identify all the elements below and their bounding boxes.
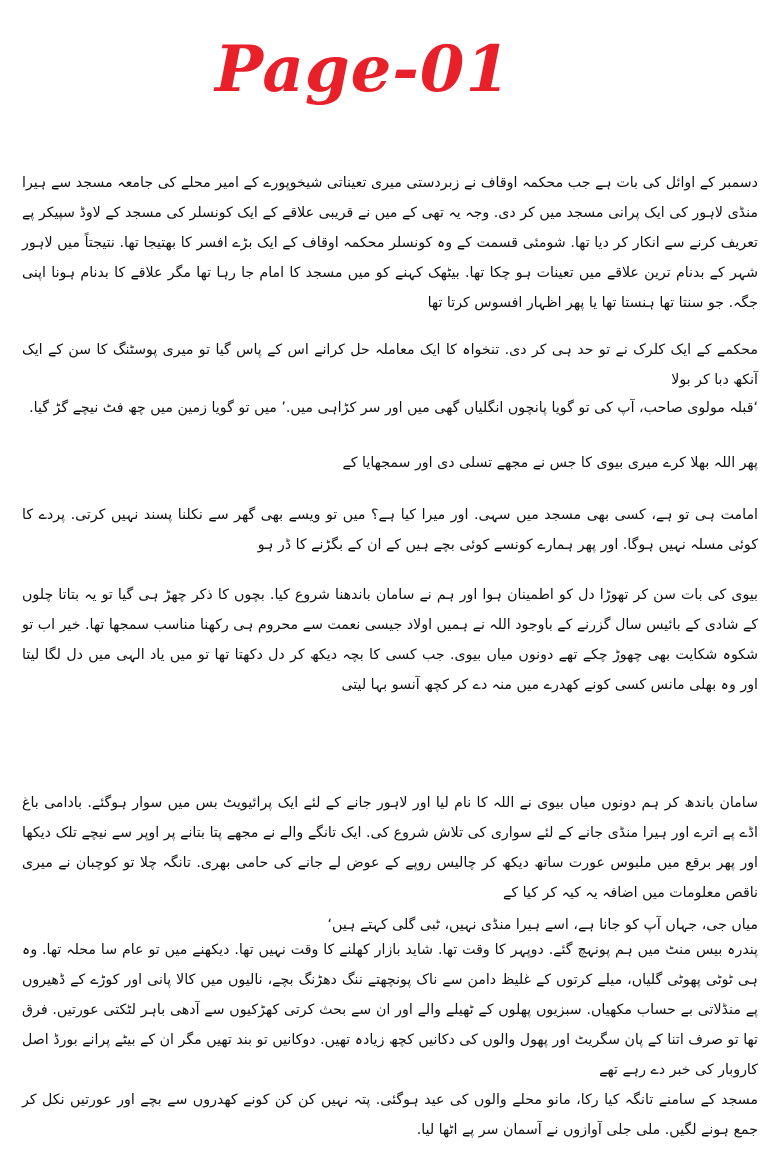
- document-body: [22, 0, 758, 1160]
- paragraph: ‘قبلہ مولوی صاحب، آپ کی تو گویا پانچوں انگلیاں گھی میں اور سر کڑاہی میں.’ میں تو گویا زمین میں چھ فٹ نیچے گڑ گیا.: [29, 400, 758, 416]
- paragraph: محکمے کے ایک کلرک نے تو حد ہی کر دی. تنخواہ کا ایک معاملہ حل کرانے اس کے پاس گیا تو میری پوسٹنگ کا سن کے ایک آنکھ دبا کر بولا: [22, 342, 758, 388]
- paragraph: امامت ہی تو ہے، کسی بھی مسجد میں سہی. اور میرا کیا ہے؟ میں تو ویسے بھی گھر سے نکلنا پسند نہیں کرتی. پردے کا کوئی مسلہ نہیں ہوگا. اور پھر ہمارے کونسے کوئی بچے ہیں کے ان کے بگڑنے کا ڈر ہو: [22, 507, 758, 553]
- paragraph: میاں جی، جہاں آپ کو جانا ہے، اسے ہیرا منڈی نہیں، ٹبی گلی کہتے ہیں‘: [327, 917, 758, 933]
- paragraph: پھر اللہ بھلا کرے میری بیوی کا جس نے مجھے تسلی دی اور سمجھایا کے: [342, 455, 758, 471]
- paragraph: پندرہ بیس منٹ میں ہم پونہچ گئے. دوپہر کا وقت تھا. شاید بازار کھلنے کا وقت نہیں تھا. دیکھنے میں تو عام سا محلہ تھا. وہ ہی ٹوٹی پھوٹی گلیاں، میلے کرتوں کے غلیظ دامن سے ناک پونچھتے ننگ دھڑنگ بچے، نالیوں میں کالا پانی اور کوڑے کے ڈھیروں پے منڈلاتی بے حساب مکھیاں. سبزیوں پھلوں کے ٹھیلے والے اور ان سے بحث کرتی کھڑکیوں سے آدھی باہر لٹکتی عورتیں. فرق تھا تو صرف اتنا کے پان سگریٹ اور پھول والوں کی دکانیں کچھ زیادہ تھیں. دوکانیں تو بند تھیں مگر ان کے بیٹے پرانے بورڈ اصل کاروبار کی خبر دے رہے تھے: [22, 942, 758, 1078]
- paragraph: دسمبر کے اوائل کی بات ہے جب محکمہ اوقاف نے زبردستی میری تعیناتی شیخوپورے کے امیر محلے کی جامعہ مسجد سے ہیرا منڈی لاہور کی ایک پرانی مسجد میں کر دی. وجہ یہ تھی کے میں نے قریبی علاقے کے ایک کونسلر کی مسجد کے لاوڈ سپیکر پے تعریف کرنے سے انکار کر دیا تھا. شومئی قسمت کے وہ کونسلر محکمہ اوقاف کے ایک بڑے افسر کا بھتیجا تھا. نتیجتاً میں لاہور شہر کے بدنام ترین علاقے میں تعینات ہو چکا تھا. بیٹھک کہنے کو میں مسجد کا امام جا رہا تھا مگر علاقے کا بدنام ہونا اپنی جگہ. جو سنتا تھا ہنستا تھا یا پھر اظہار افسوس کرتا تھا: [22, 175, 758, 311]
- page-title: Page-01: [215, 32, 511, 107]
- paragraph: بیوی کی بات سن کر تھوڑا دل کو اطمینان ہوا اور ہم نے سامان باندھنا شروع کیا. بچوں کا ذکر چھڑ ہی گیا تو یہ بتاتا چلوں کے شادی کے بائیس سال گزرنے کے باوجود اللہ نے ہمیں اولاد جیسی نعمت سے محروم ہی رکھنا مناسب سمجھا تھا. خیر اب تو شکوہ شکایت بھی چھوڑ چکے تھے دونوں میاں بیوی. جب کسی کا بچہ دیکھ کر دل دکھتا تھا تو میں یاد الہی میں دل لگا لیتا اور وہ بھلی مانس کسی کونے کھدرے میں منہ دے کر کچھ آنسو بہا لیتی: [22, 587, 758, 693]
- paragraph: سامان باندھ کر ہم دونوں میاں بیوی نے اللہ کا نام لیا اور لاہور جانے کے لئے ایک پرائیویٹ بس میں سوار ہوگئے. بادامی باغ اڈے پے اترے اور ہیرا منڈی جانے کے لئے سواری کی تلاش شروع کی. ایک تانگے والے نے مجھے پتا بتانے پر اوپر سے نیچے تلک دیکھا اور پھر برقع میں ملبوس عورت ساتھ دیکھ کر چالیس روپے کے عوض لے جانے کی حامی بھری. تانگہ چلا تو کوچبان نے میری ناقص معلومات میں اضافہ یہ کیہ کر کیا کے: [22, 795, 758, 901]
- paragraph: مسجد کے سامنے تانگہ کیا رکا، مانو محلے والوں کی عید ہوگئی. پتہ نہیں کن کن کونے کھدروں سے بچے اور عورتیں نکل کر جمع ہونے لگیں. ملی جلی آوازوں نے آسمان سر پے اٹھا لیا.: [22, 1092, 758, 1138]
